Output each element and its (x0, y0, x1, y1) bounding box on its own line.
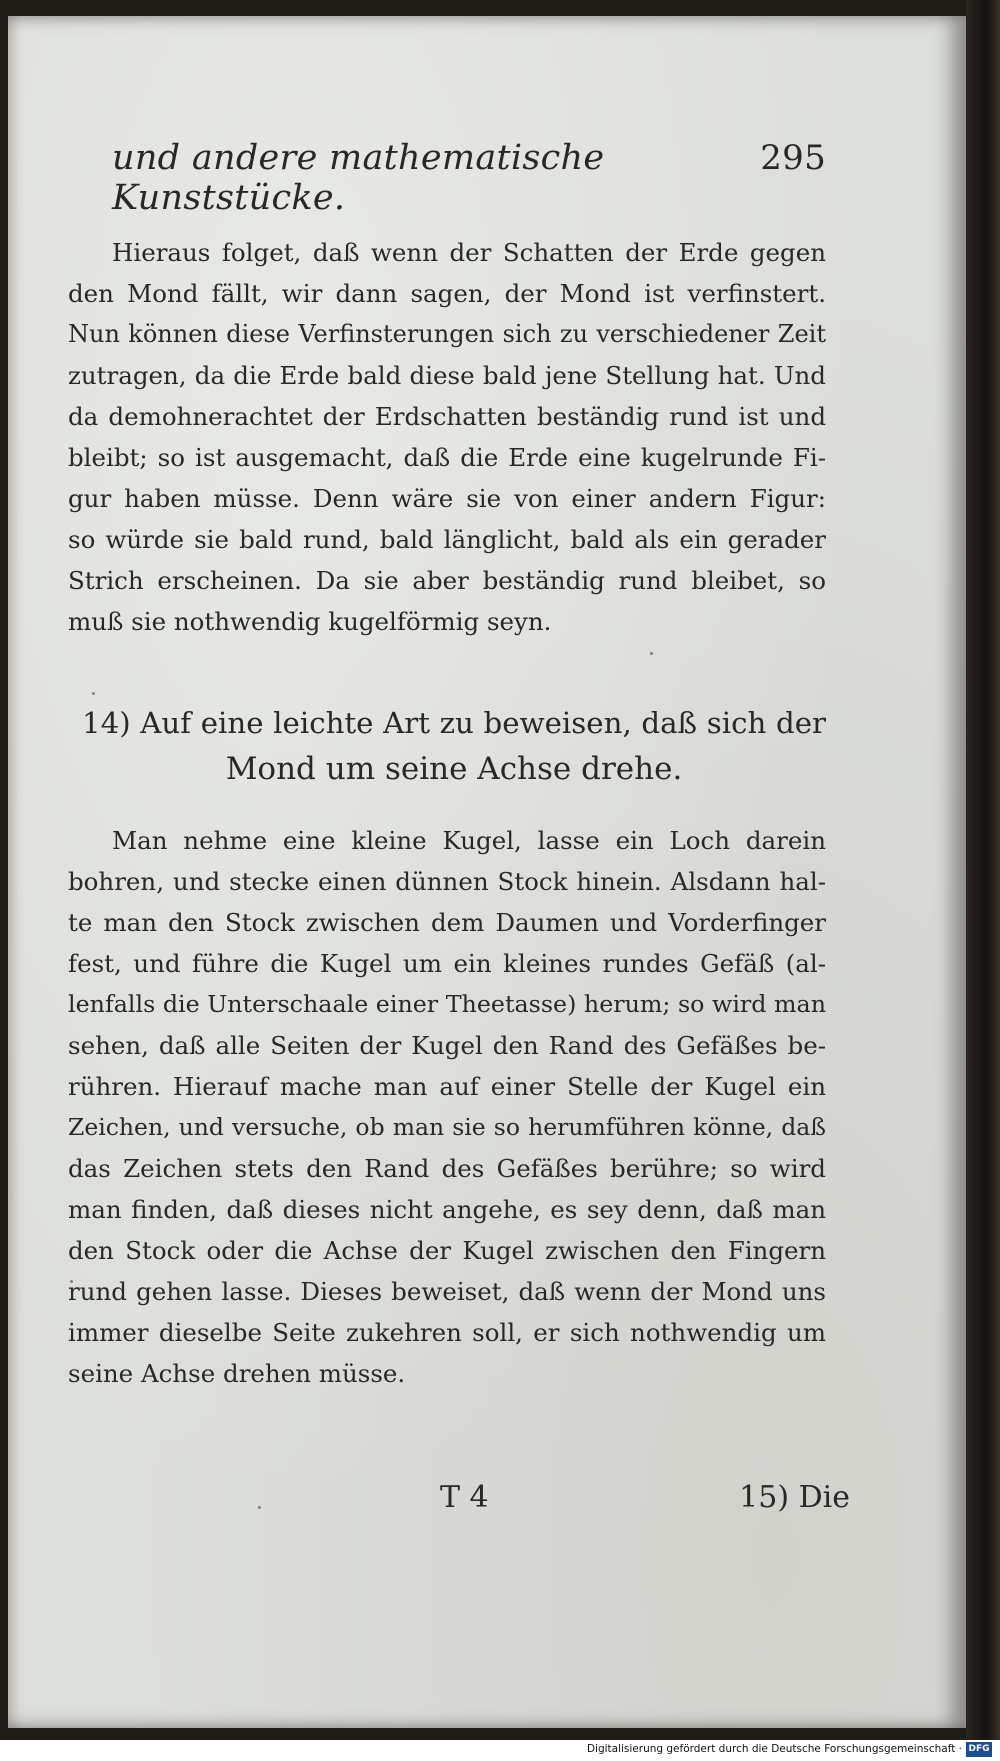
text-line: sehen, daß alle Seiten der Kugel den Rand des Gefäßes be- (68, 1031, 826, 1060)
text-line: so würde sie bald rund, bald länglicht, bald als ein gerader (68, 525, 826, 554)
text-line: rühren. Hierauf mache man auf einer Stelle der Kugel ein (68, 1072, 826, 1101)
credit-bar (0, 1740, 1000, 1761)
section-heading-line: 14) Auf eine leichte Art zu beweisen, daß sich der (82, 706, 826, 740)
page-text (60, 138, 826, 1394)
section-heading (82, 700, 826, 792)
text-line: rund gehen lasse. Dieses beweiset, daß wenn der Mond uns (68, 1277, 826, 1306)
text-line: Hieraus folget, daß wenn der Schatten der Erde gegen (112, 238, 826, 267)
dfg-logo-icon: DFG (966, 1742, 992, 1757)
text-line: muß sie nothwendig kugelförmig seyn. (68, 607, 552, 636)
digitization-credit: Digitalisierung gefördert durch die Deutsche Forschungsgemeinschaft · (586, 1743, 962, 1755)
text-line: Nun können diese Verfinsterungen sich zu verschiedener Zeit (68, 320, 826, 348)
section-heading-line: Mond um seine Achse drehe. (225, 751, 683, 787)
paper-speck (258, 1506, 261, 1509)
signature-mark: T 4 (440, 1480, 489, 1515)
text-line: seine Achse drehen müsse. (68, 1359, 406, 1388)
catchword: 15) Die (739, 1480, 850, 1515)
page-number: 295 (760, 138, 826, 178)
text-line: gur haben müsse. Denn wäre sie von einer andern Figur: (68, 484, 826, 513)
paragraph-earth-shadow (68, 232, 826, 642)
text-line: das Zeichen stets den Rand des Gefäßes berühre; so wird (68, 1154, 826, 1183)
text-line: Strich erscheinen. Da sie aber beständig rund bleibet, so (68, 566, 826, 595)
running-head-title: und andere mathematische Kunststücke. (112, 138, 605, 218)
text-line: den Mond fällt, wir dann sagen, der Mond ist verfinstert. (68, 279, 826, 308)
paragraph-moon-rotation (68, 820, 826, 1394)
text-line: te man den Stock zwischen dem Daumen und Vorderfinger (68, 908, 826, 937)
text-line: da demohnerachtet der Erdschatten beständig rund ist und (68, 402, 826, 431)
text-line: lenfalls die Unterschaale einer Theetasse) herum; so wird man (68, 990, 827, 1018)
book-edge (966, 0, 1000, 1740)
text-line: bohren, und stecke einen dünnen Stock hinein. Alsdann hal- (68, 867, 826, 896)
running-head (112, 138, 826, 218)
text-line: Man nehme eine kleine Kugel, lasse ein Loch darein (112, 826, 826, 855)
text-line: Zeichen, und versuche, ob man sie so herumführen könne, daß (68, 1113, 826, 1141)
text-line: zutragen, da die Erde bald diese bald jene Stellung hat. Und (68, 361, 826, 390)
text-line: man finden, daß dieses nicht angehe, es sey denn, daß man (68, 1195, 826, 1224)
text-line: den Stock oder die Achse der Kugel zwischen den Fingern (68, 1236, 826, 1265)
text-line: fest, und führe die Kugel um ein kleines rundes Gefäß (al- (68, 949, 826, 978)
text-line: bleibt; so ist ausgemacht, daß die Erde eine kugelrunde Fi- (68, 443, 826, 472)
text-line: immer dieselbe Seite zukehren soll, er sich nothwendig um (68, 1318, 826, 1347)
